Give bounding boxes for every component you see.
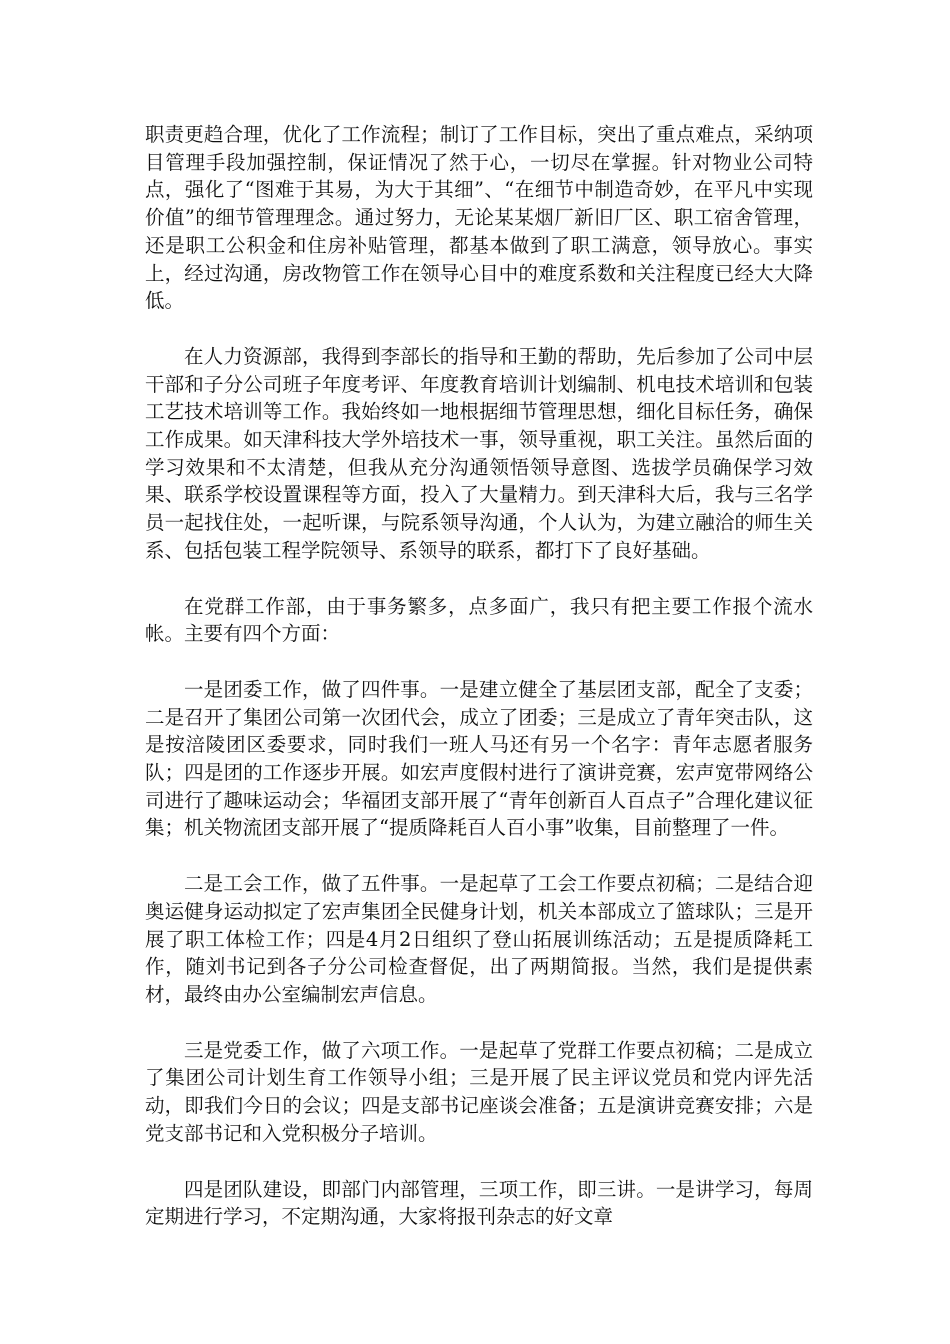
paragraph-6: 三是党委工作，做了六项工作。一是起草了党群工作要点初稿；二是成立了集团公司计划生育工作领导小组；三是开展了民主评议党员和党内评先活动，即我们今日的会议；四是支部书记座谈会准备；五是演讲竞赛安排；六是党支部书记和入党积极分子培训。 [145, 1038, 813, 1145]
paragraph-5: 二是工会工作，做了五件事。一是起草了工会工作要点初稿；二是结合迎奥运健身运动拟定了宏声集团全民健身计划，机关本部成立了篮球队；三是开展了职工体检工作；四是4月2日组织了登山拓展训练活动；五是提质降耗工作，随刘书记到各子分公司检查督促，出了两期简报。当然，我们是提供素材，最终由办公室编制宏声信息。 [145, 872, 813, 1006]
paragraph-4: 一是团委工作，做了四件事。一是建立健全了基层团支部，配全了支委；二是召开了集团公司第一次团代会，成立了团委；三是成立了青年突击队，这是按涪陵团区委要求，同时我们一班人马还有另一个名字：青年志愿者服务队；四是团的工作逐步开展。如宏声度假村进行了演讲竞赛，宏声宽带网络公司进行了趣味运动会；华福团支部开展了“青年创新百人百点子”合理化建议征集；机关物流团支部开展了“提质降耗百人百小事”收集，目前整理了一件。 [145, 677, 813, 840]
paragraph-1: 职责更趋合理，优化了工作流程；制订了工作目标，突出了重点难点，采纳项目管理手段加强控制，保证情况了然于心，一切尽在掌握。针对物业公司特点，强化了“图难于其易，为大于其细”、“在细节中制造奇妙，在平凡中实现价值”的细节管理理念。通过努力，无论某某烟厂新旧厂区、职工宿舍管理，还是职工公积金和住房补贴管理，都基本做到了职工满意，领导放心。事实上，经过沟通，房改物管工作在领导心目中的难度系数和关注程度已经大大降低。 [145, 123, 813, 313]
paragraph-2: 在人力资源部，我得到李部长的指导和王勤的帮助，先后参加了公司中层干部和子分公司班子年度考评、年度教育培训计划编制、机电技术培训和包装工艺技术培训等工作。我始终如一地根据细节管理思想，细化目标任务，确保工作成果。如天津科技大学外培技术一事，领导重视，职工关注。虽然后面的学习效果和不太清楚，但我从充分沟通领悟领导意图、选拔学员确保学习效果、联系学校设置课程等方面，投入了大量精力。到天津科大后，我与三名学员一起找住处，一起听课，与院系领导沟通，个人认为，为建立融洽的师生关系、包括包装工程学院领导、系领导的联系，都打下了良好基础。 [145, 344, 813, 562]
paragraph-3: 在党群工作部，由于事务繁多，点多面广，我只有把主要工作报个流水帐。主要有四个方面： [145, 594, 813, 646]
paragraph-7: 四是团队建设，即部门内部管理，三项工作，即三讲。一是讲学习，每周定期进行学习，不定期沟通，大家将报刊杂志的好文章 [145, 1177, 813, 1229]
document-page [145, 121, 813, 1231]
